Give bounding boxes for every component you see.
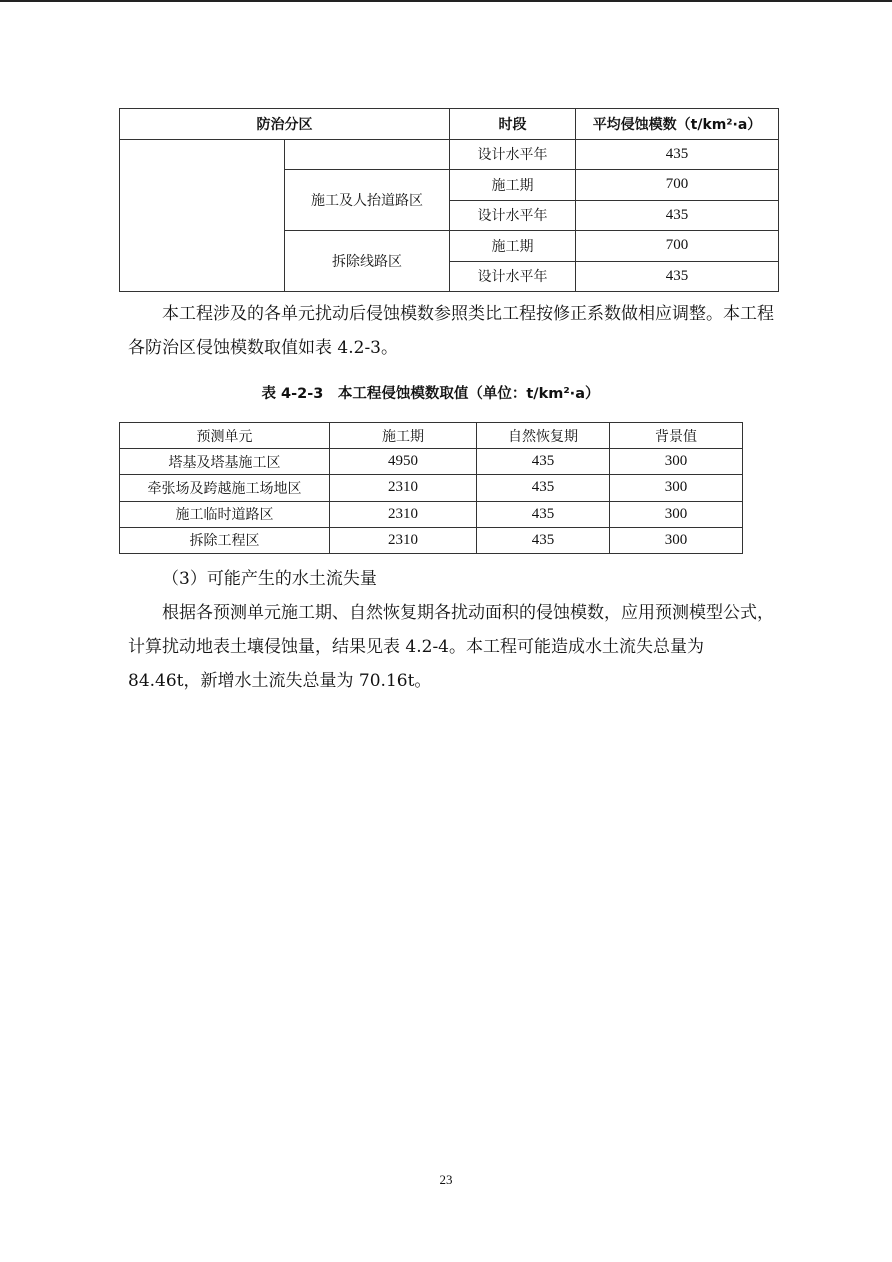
value-cell: 435	[477, 475, 610, 501]
value-cell: 4950	[330, 449, 477, 475]
header-period: 时段	[450, 109, 576, 140]
value-cell: 2310	[330, 527, 477, 553]
subzone-cell	[285, 139, 450, 170]
subzone-cell: 拆除线路区	[285, 231, 450, 292]
header-recovery: 自然恢复期	[477, 423, 610, 449]
value-cell: 300	[610, 449, 743, 475]
period-cell: 设计水平年	[450, 200, 576, 231]
table-row	[120, 139, 779, 170]
merged-zone-cell	[120, 139, 285, 292]
header-modulus: 平均侵蚀模数（t/km²·a）	[576, 109, 779, 140]
table-row	[120, 527, 743, 553]
table-caption: 表 4-2-3 本工程侵蚀模数取值（单位：t/km²·a）	[261, 386, 600, 402]
table-row	[120, 475, 743, 501]
period-cell: 设计水平年	[450, 261, 576, 292]
period-cell: 施工期	[450, 231, 576, 262]
table-row	[120, 449, 743, 475]
header-background: 背景值	[610, 423, 743, 449]
unit-cell: 牵张场及跨越施工场地区	[120, 475, 330, 501]
value-cell: 700	[576, 170, 779, 201]
value-cell: 300	[610, 527, 743, 553]
value-cell: 435	[576, 261, 779, 292]
erosion-modulus-table-continued	[119, 108, 779, 292]
value-cell: 300	[610, 475, 743, 501]
value-cell: 435	[576, 200, 779, 231]
value-cell: 2310	[330, 475, 477, 501]
erosion-modulus-values-table	[119, 422, 743, 554]
value-cell: 435	[477, 501, 610, 527]
table-row	[120, 501, 743, 527]
page-number: 23	[439, 1172, 453, 1187]
paragraph-erosion-adjustment: 本工程涉及的各单元扰动后侵蚀模数参照类比工程按修正系数做相应调整。本工程各防治区侵蚀模数取值如表 4.2-3。	[128, 304, 774, 358]
table-header-row	[120, 109, 779, 140]
paragraph-soil-loss-result: 根据各预测单元施工期、自然恢复期各扰动面积的侵蚀模数，应用预测模型公式，计算扰动地表土壤侵蚀量，结果见表 4.2-4。本工程可能造成水土流失总量为 84.46t，新增水土流失总量为 70.16t。	[128, 603, 774, 691]
unit-cell: 施工临时道路区	[120, 501, 330, 527]
unit-cell: 拆除工程区	[120, 527, 330, 553]
value-cell: 700	[576, 231, 779, 262]
period-cell: 设计水平年	[450, 139, 576, 170]
page-top-rule	[0, 0, 892, 2]
header-construction: 施工期	[330, 423, 477, 449]
header-zone: 防治分区	[120, 109, 450, 140]
period-cell: 施工期	[450, 170, 576, 201]
header-unit: 预测单元	[120, 423, 330, 449]
unit-cell: 塔基及塔基施工区	[120, 449, 330, 475]
table-header-row	[120, 423, 743, 449]
section-heading: （3）可能产生的水土流失量	[162, 569, 377, 589]
subzone-cell: 施工及人抬道路区	[285, 170, 450, 231]
value-cell: 2310	[330, 501, 477, 527]
value-cell: 435	[477, 527, 610, 553]
value-cell: 435	[477, 449, 610, 475]
value-cell: 300	[610, 501, 743, 527]
value-cell: 435	[576, 139, 779, 170]
